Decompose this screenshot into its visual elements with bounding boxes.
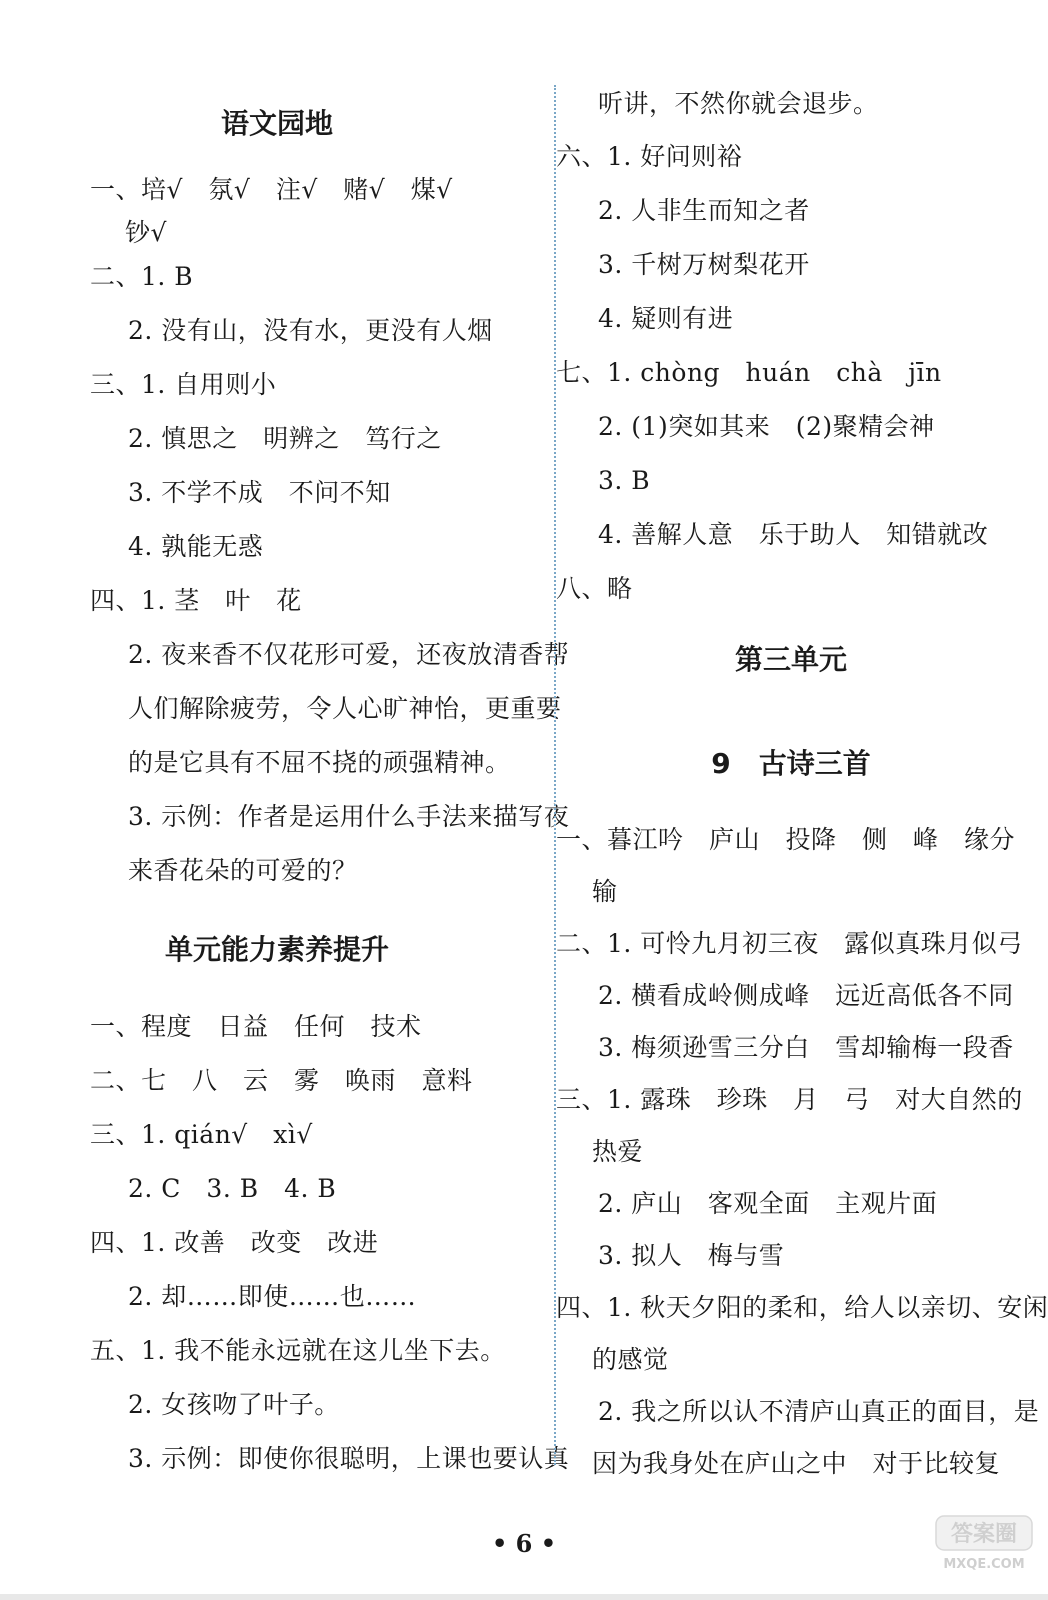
answer-line: 4. 善解人意 乐于助人 知错就改	[598, 520, 989, 549]
answer-line: 四、1. 茎 叶 花	[90, 586, 302, 615]
answer-line: 3. 千树万树梨花开	[598, 250, 810, 279]
answer-line: 3. 不学不成 不问不知	[128, 478, 391, 507]
answer-line: 3. 拟人 梅与雪	[598, 1241, 785, 1270]
answer-line: 输	[592, 877, 618, 906]
answer-line: 四、1. 改善 改变 改进	[90, 1228, 379, 1257]
answer-line: 2. (1)突如其来 (2)聚精会神	[598, 412, 935, 441]
answer-line: 的感觉	[592, 1345, 669, 1374]
answer-line: 四、1. 秋天夕阳的柔和，给人以亲切、安闲	[556, 1293, 1048, 1322]
answer-line: 2. 我之所以认不清庐山真正的面目，是	[598, 1397, 1040, 1426]
answer-line: 2. 慎思之 明辨之 笃行之	[128, 424, 442, 453]
answer-line: 2. 没有山，没有水，更没有人烟	[128, 316, 493, 345]
answer-line: 3. 示例：作者是运用什么手法来描写夜	[128, 802, 570, 831]
answer-line: 一、暮江吟 庐山 投降 侧 峰 缘分	[556, 825, 1016, 854]
answer-line: 3. 示例：即使你很聪明，上课也要认真	[128, 1444, 570, 1473]
answer-line: 因为我身处在庐山之中 对于比较复	[592, 1449, 1001, 1478]
watermark-text: 答案圈	[950, 1522, 1018, 1547]
answer-line: 2. C 3. B 4. B	[128, 1174, 337, 1203]
answer-line: 2. 庐山 客观全面 主观片面	[598, 1189, 938, 1218]
section-title-unit-ability: 单元能力素养提升	[164, 933, 389, 966]
answer-line: 的是它具有不屈不挠的顽强精神。	[128, 748, 511, 777]
answer-line: 热爱	[592, 1137, 644, 1166]
answer-line: 二、1. B	[90, 262, 194, 291]
answer-line: 二、七 八 云 雾 唤雨 意料	[90, 1066, 473, 1095]
answer-line: 听讲，不然你就会退步。	[598, 89, 879, 118]
answer-line: 3. 梅须逊雪三分白 雪却输梅一段香	[598, 1033, 1014, 1062]
answer-line: 来香花朵的可爱的？	[128, 856, 358, 885]
answer-line: 3. B	[598, 466, 651, 495]
answer-line: 五、1. 我不能永远就在这儿坐下去。	[90, 1336, 506, 1365]
answer-line: 2. 女孩吻了叶子。	[128, 1390, 340, 1419]
answer-line: 人们解除疲劳，令人心旷神怡，更重要	[128, 694, 562, 723]
page-bottom-edge	[0, 1594, 1048, 1600]
watermark-url: MXQE.COM	[943, 1557, 1025, 1572]
answer-line: 2. 夜来香不仅花形可爱，还夜放清香帮	[128, 640, 570, 669]
page-number: • 6 •	[491, 1529, 557, 1558]
answer-line: 二、1. 可怜九月初三夜 露似真珠月似弓	[556, 929, 1023, 958]
answer-line: 七、1. chòng huán chà jīn	[556, 358, 942, 387]
answer-line: 钞√	[125, 218, 167, 247]
answer-line: 2. 却……即使……也……	[128, 1282, 417, 1311]
answer-line: 2. 横看成岭侧成峰 远近高低各不同	[598, 981, 1014, 1010]
answer-line: 一、程度 日益 任何 技术	[90, 1012, 422, 1041]
answer-line: 一、培√ 氛√ 注√ 赌√ 煤√	[90, 175, 453, 204]
unit-title: 第三单元	[734, 643, 847, 676]
answer-line: 三、1. qián√ xì√	[90, 1120, 313, 1149]
answer-line: 4. 疑则有进	[598, 304, 734, 333]
watermark-logo	[934, 1514, 1034, 1574]
answer-line: 三、1. 自用则小	[90, 370, 277, 399]
answer-line: 三、1. 露珠 珍珠 月 弓 对大自然的	[556, 1085, 1023, 1114]
section-title-yuwen-yuandi: 语文园地	[220, 107, 333, 140]
answer-line: 2. 人非生而知之者	[598, 196, 810, 225]
answer-line: 4. 孰能无惑	[128, 532, 264, 561]
answer-line: 八、略	[556, 574, 633, 603]
answer-line: 六、1. 好问则裕	[556, 142, 743, 171]
lesson-title: 9 古诗三首	[711, 747, 871, 780]
